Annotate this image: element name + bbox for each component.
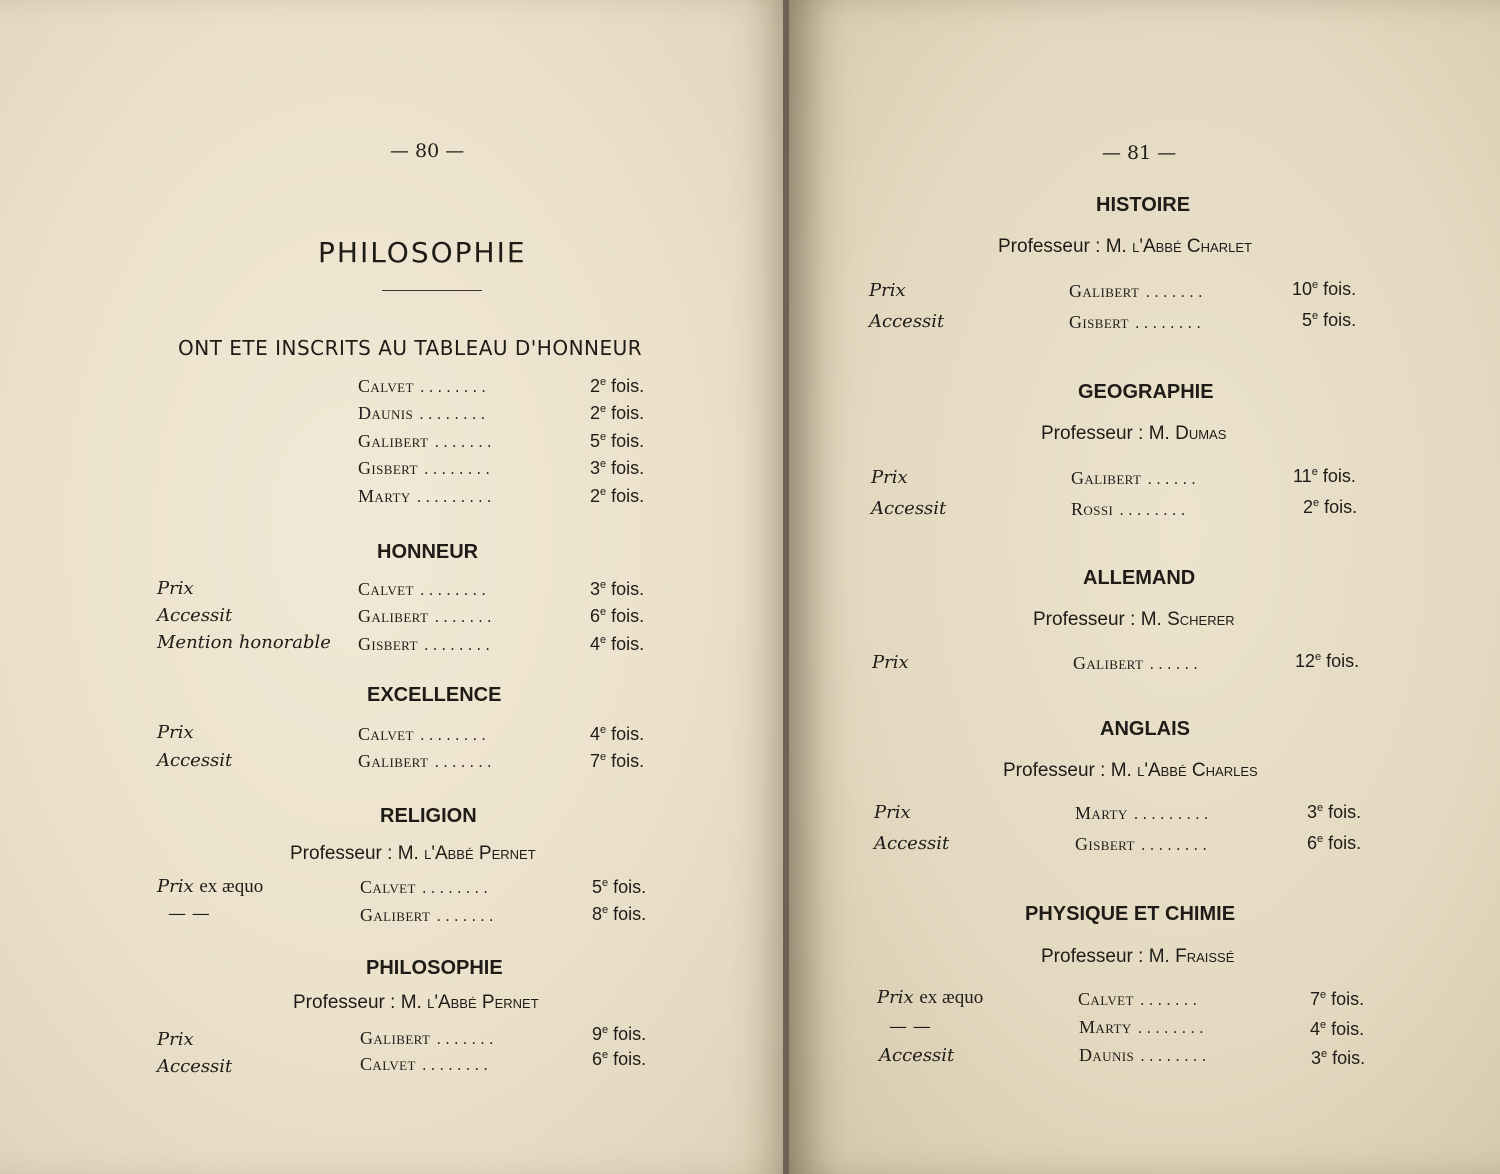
professor-line: Professeur : M. Dumas [1041,423,1227,444]
award-label: Prix ex æquo [157,876,264,897]
award-label: Accessit [157,750,233,771]
professor-line: Professeur : M. Fraissé [1041,946,1235,967]
honor-count: 2e fois. [590,486,645,506]
honor-count: 3e fois. [590,458,645,478]
student-name: Rossi ........ [1071,499,1190,519]
student-name: Galibert ....... [360,905,498,925]
honor-header: ONT ETE INSCRITS AU TABLEAU D'HONNEUR [178,336,643,360]
honor-count: 2e fois. [590,376,645,396]
honor-name: Marty ......... [358,486,496,506]
professor-line: Professeur : M. l'Abbé Pernet [290,843,536,864]
student-name: Gisbert ........ [1075,834,1211,854]
student-name: Galibert ...... [1071,468,1200,488]
count: 4e fois. [590,634,645,654]
student-name: Galibert ....... [358,751,496,771]
section-title-excellence: EXCELLENCE [367,684,502,706]
honor-count: 2e fois. [590,403,645,423]
count: 5e fois. [1302,310,1357,330]
award-label: Prix [157,722,194,743]
count: 6e fois. [1307,833,1362,853]
award-label: Accessit [869,311,945,332]
count: 4e fois. [590,724,645,744]
student-name: Gisbert ........ [358,634,494,654]
section-title-histoire: HISTOIRE [1096,194,1191,216]
count: 7e fois. [590,751,645,771]
professor-line: Professeur : M. l'Abbé Pernet [293,992,539,1013]
award-label: Mention honorable [157,632,331,653]
honor-name: Daunis ........ [358,403,490,423]
student-name: Calvet ........ [358,724,490,744]
count: 3e fois. [1307,802,1362,822]
award-label: Accessit [874,833,950,854]
section-title-physique-chimie: PHYSIQUE ET CHIMIE [1025,903,1236,925]
count: 5e fois. [592,877,647,897]
section-title-allemand: ALLEMAND [1083,567,1196,589]
honor-name: Galibert ....... [358,431,496,451]
count: 9e fois. [592,1024,647,1044]
student-name: Calvet ....... [1078,989,1202,1009]
title-rule [382,290,482,291]
award-label: Prix [157,1029,194,1050]
honor-name: Gisbert ........ [358,458,494,478]
count: 8e fois. [592,904,647,924]
student-name: Gisbert ........ [1069,312,1205,332]
count: 6e fois. [592,1049,647,1069]
student-name: Daunis ........ [1079,1045,1211,1065]
section-title-philosophie: PHILOSOPHIE [366,957,503,979]
professor-line: Professeur : M. l'Abbé Charlet [998,236,1252,257]
award-label: Prix ex æquo [877,987,984,1008]
count: 2e fois. [1303,497,1358,517]
student-name: Calvet ........ [360,877,492,897]
award-label: Prix [871,467,908,488]
student-name: Marty ......... [1075,803,1213,823]
section-title-geographie: GEOGRAPHIE [1078,381,1214,403]
count: 11e fois. [1293,466,1356,486]
honor-count: 5e fois. [590,431,645,451]
count: 4e fois. [1310,1019,1365,1039]
ditto-mark: — — [168,903,210,924]
student-name: Marty ........ [1079,1017,1208,1037]
count: 3e fois. [590,579,645,599]
award-label: Prix [874,802,911,823]
award-label: Prix [869,280,906,301]
student-name: Galibert ...... [1073,653,1202,673]
page-title: PHILOSOPHIE [318,236,527,269]
student-name: Galibert ....... [1069,281,1207,301]
page-number: — 80 — [390,140,465,162]
award-label: Accessit [879,1045,955,1066]
section-title-honneur: HONNEUR [377,541,479,563]
count: 10e fois. [1292,279,1357,299]
ditto-mark: — — [889,1016,931,1037]
page-number: — 81 — [1102,142,1177,164]
honor-name: Calvet ........ [358,376,490,396]
student-name: Galibert ....... [358,606,496,626]
award-label: Accessit [157,605,233,626]
student-name: Galibert ....... [360,1028,498,1048]
student-name: Calvet ........ [358,579,490,599]
professor-line: Professeur : M. l'Abbé Charles [1003,760,1258,781]
section-title-anglais: ANGLAIS [1100,718,1190,740]
professor-line: Professeur : M. Scherer [1033,609,1235,630]
count: 12e fois. [1295,651,1360,671]
right-page [789,0,1500,1174]
award-label: Prix [872,652,909,673]
award-label: Prix [157,578,194,599]
student-name: Calvet ........ [360,1054,492,1074]
count: 3e fois. [1311,1048,1366,1068]
section-title-religion: RELIGION [380,805,477,827]
count: 6e fois. [590,606,645,626]
count: 7e fois. [1310,989,1365,1009]
award-label: Accessit [871,498,947,519]
award-label: Accessit [157,1056,233,1077]
